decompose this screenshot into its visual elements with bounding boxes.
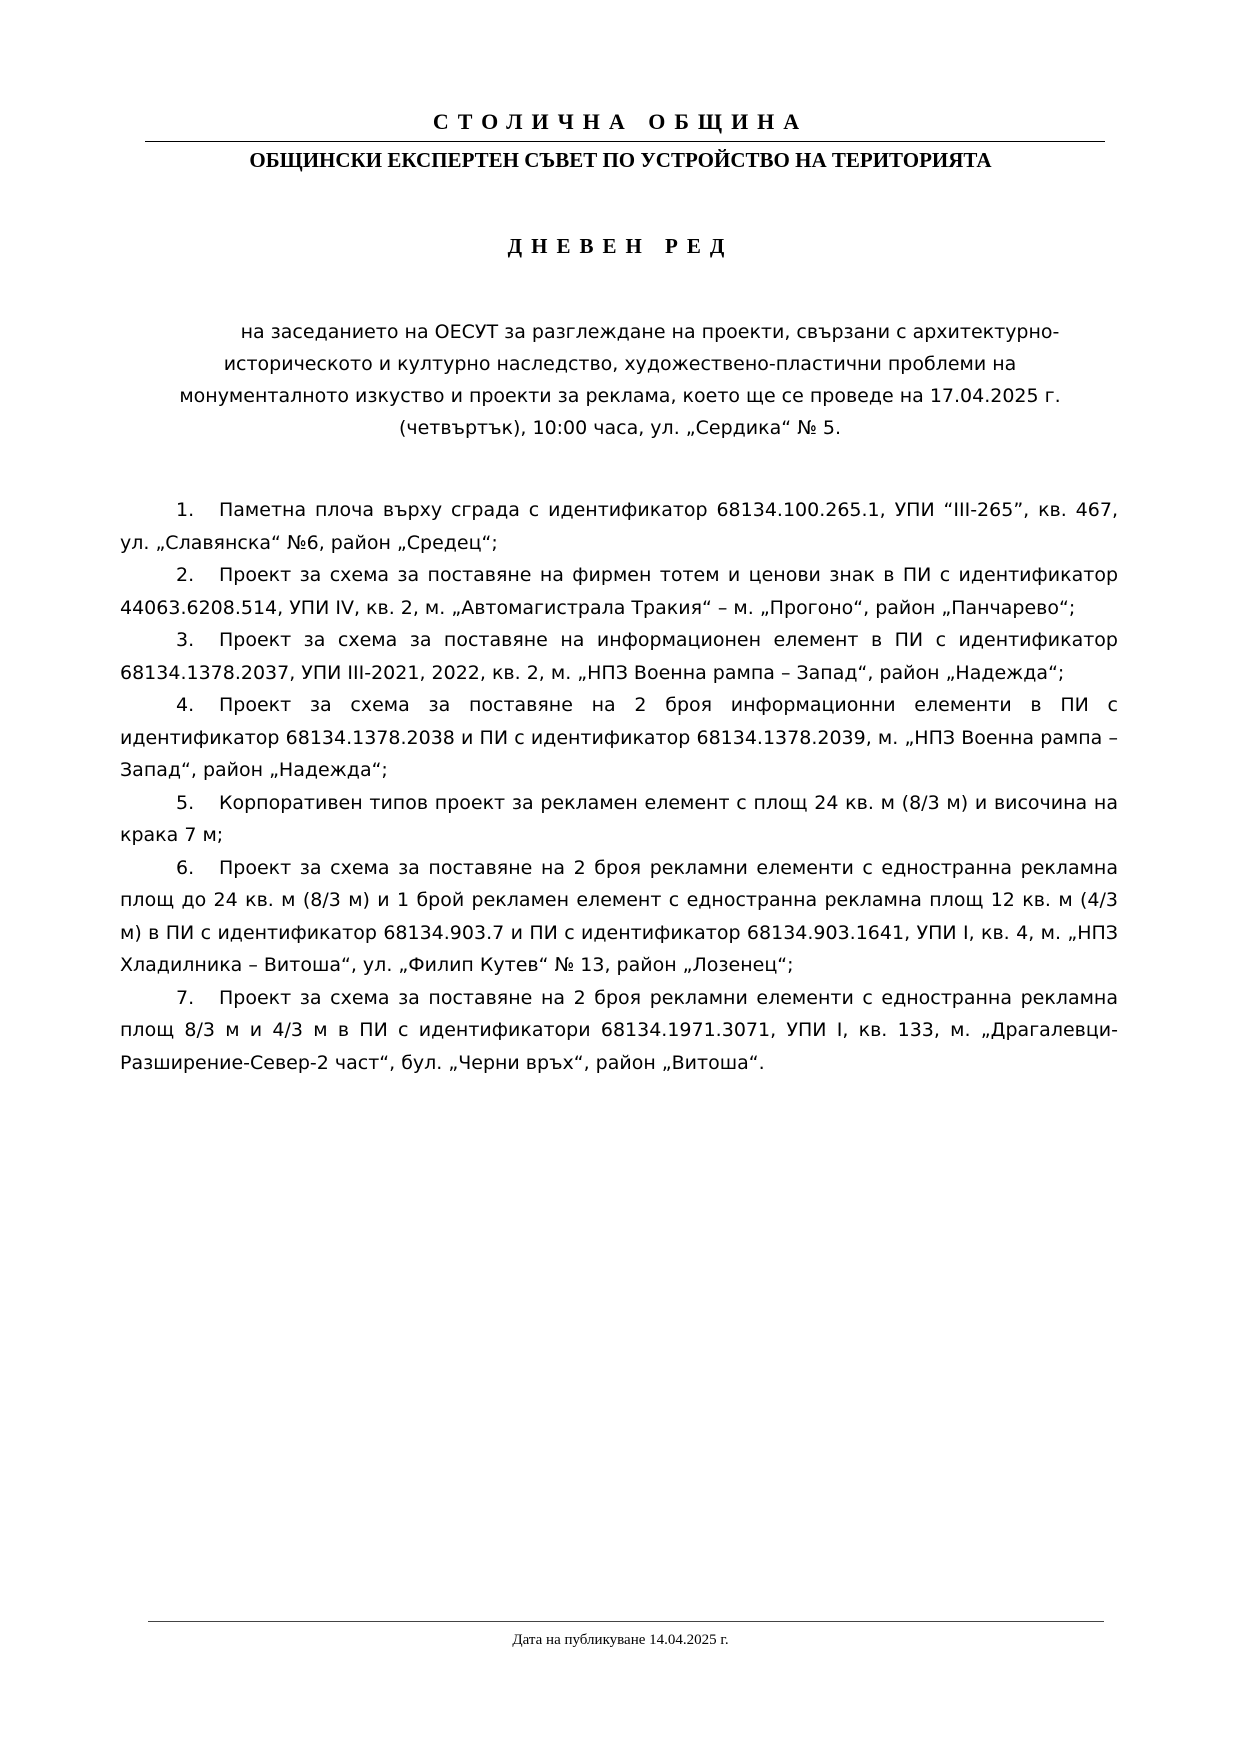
agenda-item-text: Проект за схема за поставяне на 2 броя рекламни елементи с едностранна рекламна площ 8/3 м и 4/3 м в ПИ с идентификатори 68134.1971.3071, УПИ I, кв. 133, м. „Драгалевци-Разширение-Север-2 част“, бул. „Черни връх“, район „Витоша“.: [120, 986, 1118, 1074]
council-name: ОБЩИНСКИ ЕКСПЕРТЕН СЪВЕТ ПО УСТРОЙСТВО НА ТЕРИТОРИЯТА: [249, 148, 992, 172]
agenda-item: [120, 494, 1118, 559]
agenda-item: [120, 624, 1118, 689]
organization-name: СТОЛИЧНА ОБЩИНА: [432, 109, 809, 134]
agenda-item-text: Паметна плоча върху сграда с идентификатор 68134.100.265.1, УПИ “III-265”, кв. 467, ул. „Славянска“ №6, район „Средец“;: [120, 499, 1118, 554]
agenda-item: [120, 982, 1118, 1080]
agenda-item: [120, 559, 1118, 624]
agenda-item: [120, 852, 1118, 982]
agenda-item-number: 6.: [176, 856, 195, 879]
agenda-item-text: Проект за схема за поставяне на 2 броя информационни елементи в ПИ с идентификатор 68134.1378.2038 и ПИ с идентификатор 68134.1378.2039, м. „НПЗ Военна рампа – Запад“, район „Надежда“;: [120, 694, 1118, 781]
agenda-item-number: 1.: [176, 499, 195, 521]
agenda-item-text: Корпоративен типов проект за рекламен елемент с площ 24 кв. м (8/3 м) и височина на крака 7 м;: [120, 791, 1118, 846]
agenda-item-number: 5.: [176, 791, 195, 814]
publication-date: Дата на публикуване 14.04.2025 г.: [512, 1632, 729, 1648]
header-divider: [145, 141, 1105, 142]
agenda-item-number: 3.: [176, 629, 195, 651]
document-title: ДНЕВЕН РЕД: [507, 234, 734, 258]
agenda-item-number: 4.: [176, 694, 195, 716]
agenda-list: [120, 494, 1118, 1079]
agenda-item-number: 7.: [176, 986, 195, 1009]
agenda-item-text: Проект за схема за поставяне на фирмен тотем и ценови знак в ПИ с идентификатор 44063.6208.514, УПИ IV, кв. 2, м. „Автомагистрала Тракия“ – м. „Прогоно“, район „Панчарево“;: [120, 564, 1118, 619]
agenda-item-text: Проект за схема за поставяне на информационен елемент в ПИ с идентификатор 68134.1378.2037, УПИ III-2021, 2022, кв. 2, м. „НПЗ Военна рампа – Запад“, район „Надежда“;: [120, 629, 1118, 684]
agenda-item: [120, 787, 1118, 852]
intro-paragraph: [140, 316, 1100, 444]
agenda-item: [120, 689, 1118, 787]
intro-text: на заседанието на ОЕСУТ за разглеждане на проекти, свързани с архитектурно-историческото и културно наследство, художествено-пластични проблеми на монументалното изкуство и проекти за реклама, което ще се проведе на 17.04.2025 г. (четвъртък), 10:00 часа, ул. „Сердика“ № 5.: [179, 321, 1061, 439]
footer-divider: [148, 1621, 1104, 1622]
agenda-item-number: 2.: [176, 564, 195, 586]
agenda-item-text: Проект за схема за поставяне на 2 броя рекламни елементи с едностранна рекламна площ до 24 кв. м (8/3 м) и 1 брой рекламен елемент с едностранна рекламна площ 12 кв. м (4/3 м) в ПИ с идентификатор 68134.903.7 и ПИ с идентификатор 68134.903.1641, УПИ I, кв. 4, м. „НПЗ Хладилника – Витоша“, ул. „Филип Кутев“ № 13, район „Лозенец“;: [120, 856, 1118, 976]
